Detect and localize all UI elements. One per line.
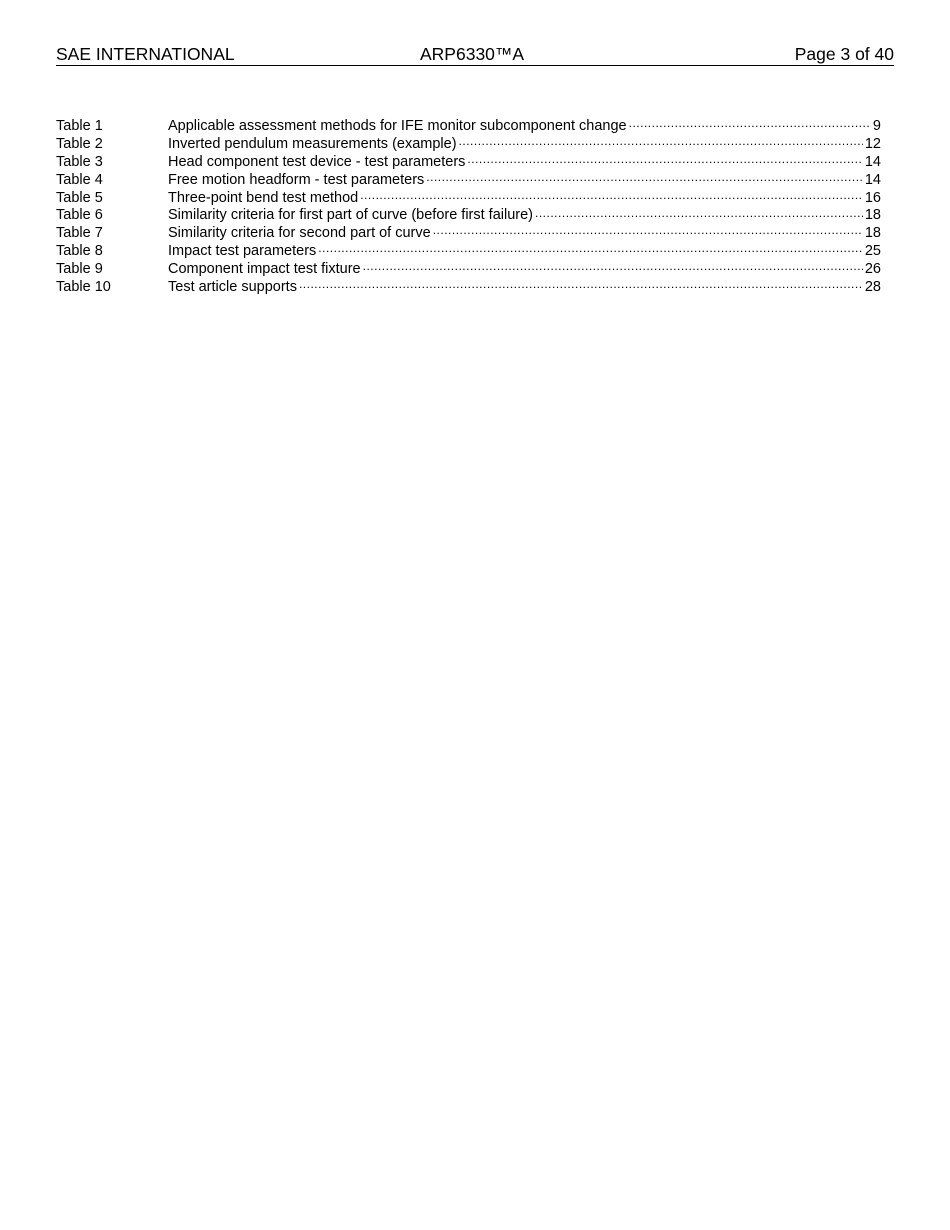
toc-page-number: 18 (864, 225, 881, 242)
toc-dot-leader (318, 241, 863, 255)
toc-table-number: Table 1 (56, 118, 103, 134)
toc-page-number: 25 (864, 243, 881, 260)
toc-table-number: Table 2 (56, 135, 103, 152)
header-page-indicator: Page 3 of 40 (794, 44, 894, 64)
header-document-id: ARP6330™A (420, 44, 525, 64)
toc-row[interactable] (56, 152, 881, 170)
toc-row[interactable] (56, 223, 881, 241)
toc-page-number: 18 (864, 207, 881, 224)
toc-row[interactable] (56, 116, 881, 134)
toc-table-number: Table 5 (56, 189, 103, 206)
toc-page-number: 26 (864, 261, 881, 278)
list-of-tables (56, 116, 881, 295)
toc-table-number: Table 8 (56, 243, 103, 260)
toc-table-number: Table 9 (56, 261, 103, 278)
toc-dot-leader (459, 134, 863, 148)
toc-row[interactable] (56, 170, 881, 188)
toc-row[interactable] (56, 188, 881, 206)
toc-page-number: 16 (864, 189, 881, 206)
toc-row[interactable] (56, 259, 881, 277)
toc-page-number: 9 (872, 118, 881, 134)
page-header (56, 43, 894, 66)
toc-row[interactable] (56, 241, 881, 259)
toc-table-title: Test article supports (168, 279, 297, 296)
toc-page-number: 14 (864, 153, 881, 170)
toc-page-number: 14 (864, 171, 881, 188)
toc-dot-leader (467, 152, 862, 166)
toc-table-title: Similarity criteria for second part of curve (168, 225, 431, 242)
toc-table-title: Free motion headform - test parameters (168, 171, 425, 188)
toc-table-number: Table 3 (56, 153, 103, 170)
toc-dot-leader (360, 188, 863, 202)
toc-table-number: Table 10 (56, 279, 111, 296)
toc-table-title: Similarity criteria for first part of curve (before first failure) (168, 207, 534, 224)
toc-table-title: Head component test device - test parameters (168, 153, 466, 170)
toc-table-number: Table 7 (56, 225, 103, 242)
toc-row[interactable] (56, 277, 881, 295)
toc-dot-leader (535, 205, 863, 219)
toc-dot-leader (629, 116, 871, 130)
toc-dot-leader (299, 277, 863, 291)
toc-page-number: 28 (864, 279, 881, 296)
toc-table-title: Component impact test fixture (168, 261, 361, 278)
toc-table-title: Impact test parameters (168, 243, 317, 260)
toc-dot-leader (426, 170, 863, 184)
toc-dot-leader (433, 223, 863, 237)
toc-row[interactable] (56, 205, 881, 223)
toc-table-number: Table 6 (56, 207, 103, 224)
toc-table-title: Inverted pendulum measurements (example) (168, 135, 457, 152)
toc-table-number: Table 4 (56, 171, 103, 188)
toc-page-number: 12 (864, 135, 881, 152)
toc-row[interactable] (56, 134, 881, 152)
toc-dot-leader (363, 259, 863, 273)
toc-table-title: Three-point bend test method (168, 189, 359, 206)
toc-table-title: Applicable assessment methods for IFE monitor subcomponent change (168, 118, 627, 134)
header-organization: SAE INTERNATIONAL (56, 44, 235, 64)
